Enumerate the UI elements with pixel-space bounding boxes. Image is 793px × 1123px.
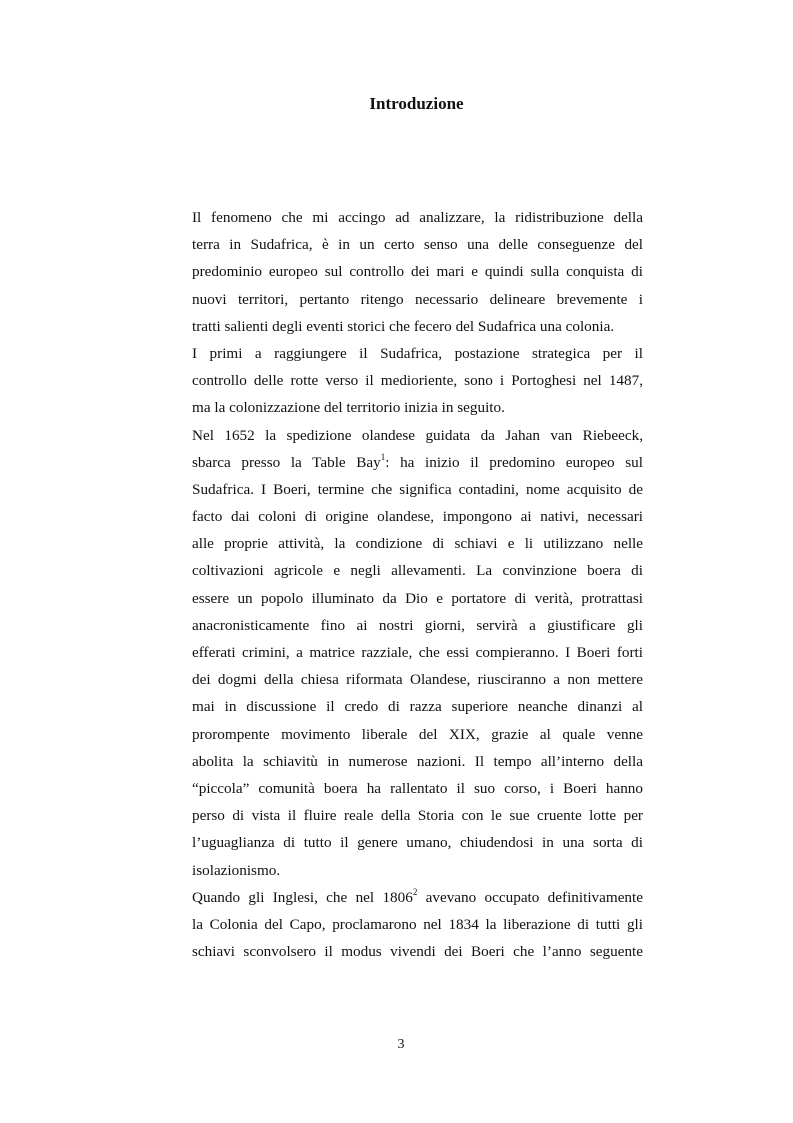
line-text: perso di vista il fluire reale della Storia con le sue cruente lotte per bbox=[192, 807, 643, 825]
text-line bbox=[192, 775, 643, 802]
line-text: alle proprie attività, la condizione di schiavi e li utilizzano nelle bbox=[192, 535, 643, 553]
text-line bbox=[192, 857, 643, 884]
line-text: la Colonia del Capo, proclamarono nel 1834 la liberazione di tutti gli bbox=[192, 915, 643, 933]
text-line bbox=[192, 585, 643, 612]
text-line bbox=[192, 557, 643, 584]
line-text: essere un popolo illuminato da Dio e portatore di verità, protrattasi bbox=[192, 589, 643, 607]
line-text: Nel 1652 la spedizione olandese guidata da Jahan van Riebeeck, bbox=[192, 426, 643, 444]
body-text bbox=[192, 204, 643, 965]
line-text: predominio europeo sul controllo dei mari e quindi sulla conquista di bbox=[192, 263, 643, 281]
line-text: tratti salienti degli eventi storici che fecero del Sudafrica una colonia. bbox=[192, 317, 615, 335]
line-text: schiavi sconvolsero il modus vivendi dei Boeri che l’anno seguente bbox=[192, 943, 643, 961]
text-line bbox=[192, 802, 643, 829]
text-line bbox=[192, 911, 643, 938]
line-text: Il fenomeno che mi accingo ad analizzare, la ridistribuzione della bbox=[192, 209, 643, 226]
text-line bbox=[192, 204, 643, 231]
line-text: ma la colonizzazione del territorio inizia in seguito. bbox=[192, 399, 505, 417]
page-title: Introduzione bbox=[369, 94, 464, 113]
text-line bbox=[192, 231, 643, 258]
text-line bbox=[192, 367, 643, 394]
text-line bbox=[192, 938, 643, 965]
page-number: 3 bbox=[397, 1037, 405, 1052]
line-text: l’uguaglianza di tutto il genere umano, chiudendosi in una sorta di bbox=[192, 834, 643, 852]
text-line bbox=[192, 449, 643, 476]
line-text: dei dogmi della chiesa riformata Olandese, riusciranno a non mettere bbox=[192, 671, 643, 689]
line-text: “piccola” comunità boera ha rallentato il suo corso, i Boeri hanno bbox=[192, 779, 643, 797]
line-text: anacronisticamente fino ai nostri giorni, servirà a giustificare gli bbox=[192, 616, 643, 634]
line-text: isolazionismo. bbox=[192, 861, 281, 879]
text-line bbox=[192, 476, 643, 503]
line-text: terra in Sudafrica, è in un certo senso una delle conseguenze del bbox=[192, 236, 643, 254]
text-line bbox=[192, 721, 643, 748]
line-text: prorompente movimento liberale del XIX, grazie al quale venne bbox=[192, 725, 643, 743]
text-line bbox=[192, 666, 643, 693]
text-line bbox=[192, 422, 643, 449]
line-text: coltivazioni agricole e negli allevamenti. La convinzione boera di bbox=[192, 562, 643, 580]
line-text: nuovi territori, pertanto ritengo necessario delineare brevemente i bbox=[192, 290, 643, 308]
line-text-continued: : ha inizio il predomino europeo sul bbox=[385, 453, 643, 471]
text-line bbox=[192, 258, 643, 285]
text-line bbox=[192, 612, 643, 639]
text-line bbox=[192, 829, 643, 856]
text-line bbox=[192, 884, 643, 911]
text-line bbox=[192, 313, 643, 340]
line-text: sbarca presso la Table Bay bbox=[192, 453, 381, 471]
text-line bbox=[192, 530, 643, 557]
text-line bbox=[192, 693, 643, 720]
footnote-marker: 2 bbox=[412, 886, 418, 897]
line-text: I primi a raggiungere il Sudafrica, postazione strategica per il bbox=[192, 344, 643, 362]
line-text: Sudafrica. I Boeri, termine che significa contadini, nome acquisito de bbox=[192, 480, 643, 498]
line-text: controllo delle rotte verso il medioriente, sono i Portoghesi nel 1487, bbox=[192, 372, 643, 390]
text-line bbox=[192, 503, 643, 530]
line-text: facto dai coloni di origine olandese, impongono ai nativi, necessari bbox=[192, 508, 643, 526]
text-line bbox=[192, 340, 643, 367]
text-line bbox=[192, 394, 643, 421]
line-text: efferati crimini, a matrice razziale, che essi compieranno. I Boeri forti bbox=[192, 644, 643, 661]
line-text-continued: avevano occupato definitivamente bbox=[417, 888, 643, 906]
line-text: abolita la schiavitù in numerose nazioni. Il tempo all’interno della bbox=[192, 752, 643, 770]
text-line bbox=[192, 639, 643, 666]
text-line bbox=[192, 286, 643, 313]
line-text: mai in discussione il credo di razza superiore neanche dinanzi al bbox=[192, 698, 643, 716]
line-text: Quando gli Inglesi, che nel 1806 bbox=[192, 888, 413, 906]
text-line bbox=[192, 748, 643, 775]
footnote-marker: 1 bbox=[380, 451, 386, 462]
